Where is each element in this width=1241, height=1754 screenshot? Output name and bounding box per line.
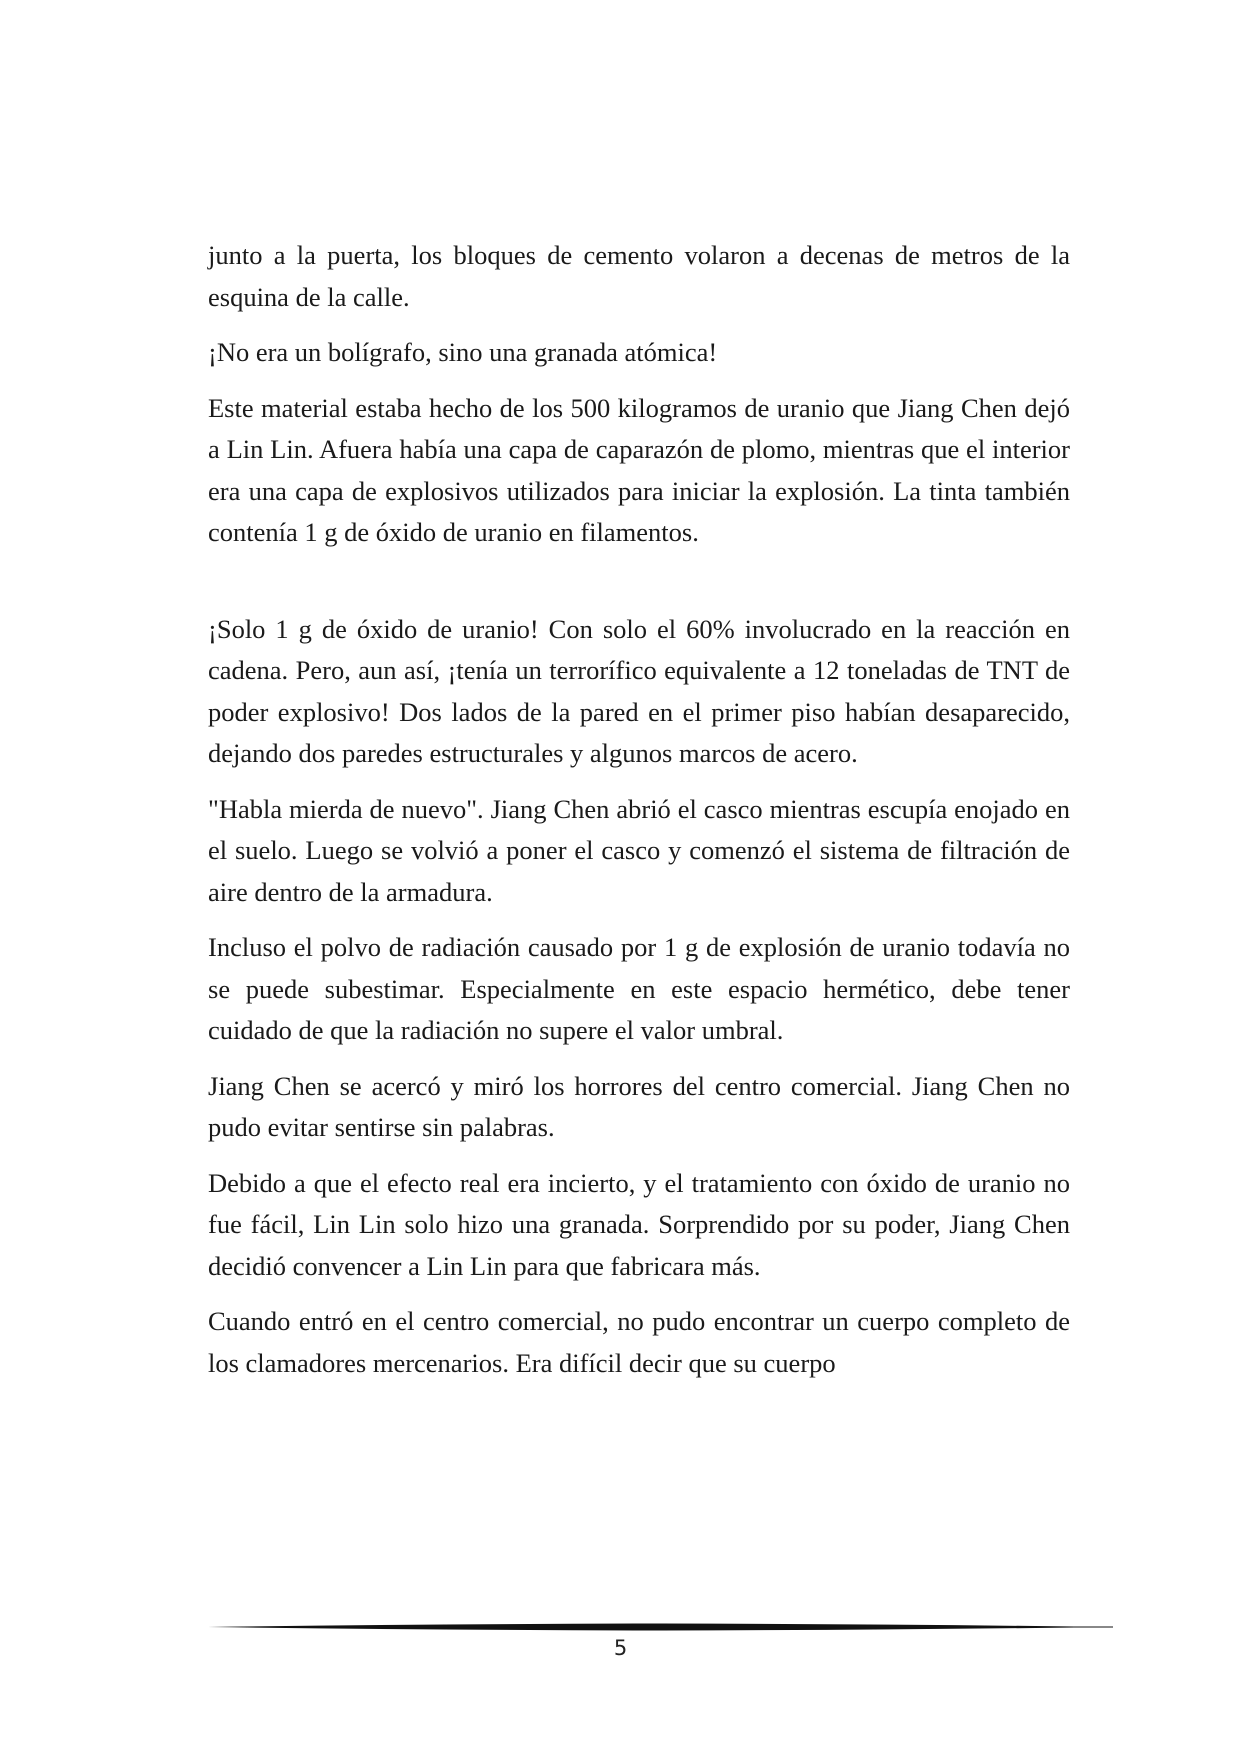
page-body xyxy=(208,235,1070,1398)
page-number: 5 xyxy=(613,1636,628,1660)
paragraph-7: Jiang Chen se acercó y miró los horrores del centro comercial. Jiang Chen no pudo evitar sentirse sin palabras. xyxy=(208,1070,1070,1142)
paragraph-6: Incluso el polvo de radiación causado por 1 g de explosión de uranio todavía no se puede subestimar. Especialmente en este espacio hermético, debe tener cuidado de que la radiación no supere el valor umbral. xyxy=(208,932,1070,1045)
paragraph-1: junto a la puerta, los bloques de cemento volaron a decenas de metros de la esquina de la calle. xyxy=(208,240,1070,312)
paragraph-3: Este material estaba hecho de los 500 kilogramos de uranio que Jiang Chen dejó a Lin Lin. Afuera había una capa de caparazón de plomo, mientras que el interior era una capa de explosivos utilizados para iniciar la explosión. La tinta también contenía 1 g de óxido de uranio en filamentos. xyxy=(208,392,1070,547)
paragraph-4: ¡Solo 1 g de óxido de uranio! Con solo el 60% involucrado en la reacción en cadena. Pero, aun así, ¡tenía un terrorífico equivalente a 12 toneladas de TNT de poder explosivo! Dos lados de la pared en el primer piso habían desaparecido, dejando dos paredes estructurales y algunos marcos de acero. xyxy=(208,613,1070,768)
paragraph-2: ¡No era un bolígrafo, sino una granada atómica! xyxy=(208,337,718,367)
paragraph-5: "Habla mierda de nuevo". Jiang Chen abrió el casco mientras escupía enojado en el suelo. Luego se volvió a poner el casco y comenzó el sistema de filtración de aire dentro de la armadura. xyxy=(208,793,1070,907)
paragraph-8: Debido a que el efecto real era incierto, y el tratamiento con óxido de uranio no fue fácil, Lin Lin solo hizo una granada. Sorprendido por su poder, Jiang Chen decidió convencer a Lin Lin para que fabricara más. xyxy=(208,1167,1070,1281)
footer-divider xyxy=(208,1621,1113,1633)
paragraph-9: Cuando entró en el centro comercial, no pudo encontrar un cuerpo completo de los clamadores mercenarios. Era difícil decir que su cuerpo xyxy=(208,1306,1070,1378)
